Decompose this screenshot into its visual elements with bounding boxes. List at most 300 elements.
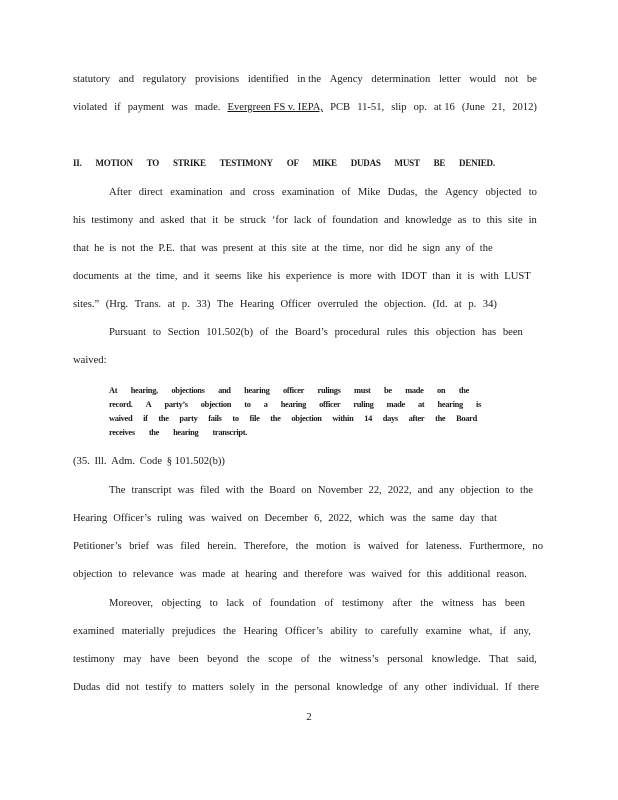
word: hearing [437,400,463,409]
word: slip [391,102,407,113]
word: than [432,271,451,282]
word: MUST [394,158,420,168]
word: the [148,428,160,437]
word: objection [460,485,500,496]
word: made. [194,102,221,113]
word: the [250,485,264,496]
word: a [263,400,268,409]
word: officer [319,400,341,409]
word: the [295,541,309,552]
word: to [152,327,162,338]
word: STRIKE [172,158,206,168]
word: hearing [173,428,199,437]
word: to [177,682,187,693]
word: waived [371,569,402,580]
word: waived [367,541,399,552]
word: waived [211,513,242,524]
word: is [475,400,481,409]
word: 101.502(b) [206,327,254,338]
word: 2022, [387,485,412,496]
word: made [202,569,226,580]
word: herein. [207,541,237,552]
word: 34) [482,299,497,310]
para5-line [109,597,525,611]
word: (Hrg. [105,299,129,310]
word: the [270,414,281,423]
word: Code [139,456,163,467]
word: that [180,243,196,254]
word: his [73,215,86,226]
word: this [413,327,430,338]
word: transcript [131,485,172,496]
word: beyond [207,654,239,665]
word: waived: [73,355,107,366]
word: Officer’s [285,626,323,637]
word: he [94,243,105,254]
word: same [431,513,454,524]
word: and [230,187,246,198]
word: for [408,569,421,580]
para3-line [73,354,537,368]
word: Board’s [294,327,328,338]
word: the [275,682,289,693]
word: not [125,682,140,693]
word: not [121,243,136,254]
word: within [332,414,354,423]
para4-line [109,484,533,498]
word: (Id. [432,299,448,310]
word: waived [109,414,133,423]
word: p. [468,299,477,310]
word: Adm. [111,456,136,467]
word: if [143,414,148,423]
word: testimony [341,598,384,609]
word: cross [252,187,275,198]
word: on [301,485,312,496]
word: experience [285,271,332,282]
word: DUDAS [350,158,381,168]
word: examine [425,626,462,637]
word: violated [73,102,108,113]
word: record. [109,400,133,409]
para1-line1 [73,73,537,87]
word: have [150,654,171,665]
word: Board [456,414,477,423]
word: solely [229,682,255,693]
word: At [109,386,118,395]
word: is [353,541,361,552]
word: party’s [164,400,188,409]
word: 2012) [512,102,537,113]
word: A [145,400,152,409]
word: (35. [73,456,90,467]
word: of [388,682,398,693]
word: be [383,386,392,395]
word: the [246,654,260,665]
word: of [341,187,351,198]
word: carefully [380,626,419,637]
regulation-citation [73,455,225,469]
word: materially [121,626,165,637]
word: at [418,400,425,409]
word: must [354,386,371,395]
word: with [377,271,396,282]
word: did [106,682,120,693]
word: Mike [357,187,381,198]
word: testify [145,682,172,693]
para4-line [73,540,543,554]
word: any [403,682,420,693]
word: If [504,682,512,693]
word: would [469,74,496,85]
word: Officer’s [113,513,152,524]
word: if [114,102,121,113]
word: that [481,513,497,524]
word: with [479,271,499,282]
word: Pursuant [109,327,147,338]
word: foundation [270,598,316,609]
word: relevance [132,569,174,580]
word: time, [156,271,178,282]
word: struck [240,215,266,226]
word: direct [138,187,163,198]
para2-line [109,186,537,200]
word: been [504,598,525,609]
word: file [249,414,260,423]
word: of [300,654,310,665]
para4-line [73,512,497,526]
word: and [218,386,231,395]
word: at [167,299,176,310]
word: was [171,102,188,113]
word: payment [127,102,165,113]
word: knowledge [405,215,452,226]
word: to [244,400,251,409]
word: prejudices [172,626,216,637]
word: that [190,215,207,226]
word: the [479,243,493,254]
word: site [507,215,523,226]
word: sites.” [73,299,100,310]
word: to [472,215,481,226]
word: examination [281,187,335,198]
word: to [364,626,374,637]
word: nor [369,243,384,254]
word: lack [293,215,312,226]
word: witness [441,598,474,609]
word: 2022, [328,513,353,524]
word: at [311,243,320,254]
word: hearing [280,400,307,409]
word: November [317,485,363,496]
word: the [458,386,469,395]
para2-line [73,214,537,228]
word: be [526,74,537,85]
word: Section [167,327,200,338]
word: II. [73,158,82,168]
word: seems [215,271,242,282]
word: motion [316,541,347,552]
word: it [203,271,210,282]
para2-line [73,298,497,312]
word: on [437,386,446,395]
word: has [482,327,497,338]
word: personal [294,682,331,693]
word: his [267,271,281,282]
word: of [317,215,327,226]
word: in the [297,74,322,85]
word: any [438,485,455,496]
word: of [259,327,269,338]
word: Therefore, [243,541,289,552]
word: for [405,541,419,552]
word: op. [413,102,427,113]
word: testimony [73,654,115,665]
case-citation: Evergreen FS v. IEPA, [227,102,324,113]
para2-line [73,242,493,256]
word: 14 [364,414,372,423]
word: brief [129,541,150,552]
word: been [502,327,523,338]
word: the [364,299,378,310]
word: asked [160,215,185,226]
word: objection [200,400,232,409]
word: and [383,215,400,226]
word: reason. [496,569,527,580]
word: receives [109,428,135,437]
word: at [231,569,239,580]
word: was [156,541,173,552]
word: Board [269,485,296,496]
word: the [223,626,236,637]
word: filed [200,485,220,496]
word: the [424,187,438,198]
word: IDOT [401,271,427,282]
word: on [247,513,259,524]
word: Officer [280,299,311,310]
word: matters [192,682,224,693]
word: Hearing [239,299,275,310]
word: witness’s [339,654,379,665]
word: OF [286,158,299,168]
word: of [465,243,475,254]
word: did [388,243,403,254]
block-quote-line [109,426,481,440]
word: 21, [491,102,506,113]
word: no [532,541,543,552]
word: identified [247,74,289,85]
word: this [426,569,442,580]
word: the [324,243,338,254]
word: procedural [334,327,380,338]
word: in [260,682,270,693]
word: the [137,271,151,282]
word: ruling [157,513,183,524]
word: Dudas [73,682,101,693]
para3-line [109,326,523,340]
word: personal [387,654,423,665]
word: BE [433,158,446,168]
word: if [499,626,507,637]
word: § 101.502(b)) [166,456,225,467]
para5-line [73,681,539,695]
word: filed [180,541,200,552]
word: objection [435,327,476,338]
word: is [109,243,117,254]
word: Dudas, [387,187,418,198]
word: Agency [329,74,363,85]
word: was [179,569,197,580]
word: 22, [368,485,382,496]
word: at [124,271,133,282]
word: more [349,271,372,282]
word: foundation [332,215,379,226]
word: fails [208,414,222,423]
word: regulatory [142,74,187,85]
word: and [183,271,199,282]
word: objected [485,187,522,198]
word: After [109,187,132,198]
word: was [390,513,407,524]
word: p. [181,299,190,310]
word: as [457,215,467,226]
word: was [348,569,366,580]
word: to [232,414,239,423]
word: of [324,598,334,609]
para5-line [73,653,537,667]
word: rules [386,327,408,338]
word: like [246,271,263,282]
word: is [467,271,475,282]
word: with [225,485,245,496]
word: Agency [445,187,479,198]
word: said, [517,654,537,665]
word: the [420,598,434,609]
word: objecting [161,598,201,609]
word: objection. [384,299,427,310]
word: the [275,327,289,338]
word: to [209,598,218,609]
word: which [358,513,385,524]
word: been [178,654,199,665]
word: The [109,485,126,496]
word: overruled [317,299,359,310]
para1-line2 [73,101,537,115]
para5-line [73,625,531,639]
word: statutory [73,74,111,85]
word: objections [171,386,205,395]
word: lack [226,598,245,609]
block-quote-line [109,398,481,412]
word: TESTIMONY [219,158,273,168]
word: what, [469,626,493,637]
word: day [459,513,475,524]
word: this [486,215,502,226]
word: scope [268,654,293,665]
word: it [212,215,219,226]
word: ruling [353,400,374,409]
block-quote-line [109,412,477,426]
word: TO [146,158,160,168]
word: hearing [245,569,277,580]
word: testimony [91,215,134,226]
word: transcript. [212,428,248,437]
word: party [179,414,198,423]
word: officer [282,386,305,395]
word: time, [342,243,365,254]
word: he [407,243,418,254]
word: that [73,243,89,254]
word: at 16 [433,102,455,113]
word: therefore [304,569,343,580]
word: knowledge [336,682,383,693]
word: and [139,215,155,226]
word: (June [461,102,485,113]
word: present [222,243,254,254]
word: not [504,74,519,85]
word: site [291,243,307,254]
word: examination [170,187,223,198]
word: was [201,243,218,254]
word: after [408,414,425,423]
word: and [118,74,135,85]
word: to [505,485,514,496]
word: additional [448,569,491,580]
word: and [283,569,299,580]
word: other [425,682,447,693]
word: The [216,299,234,310]
page-number: 2 [306,711,312,723]
word: rulings [317,386,341,395]
word: 33) [196,299,211,310]
word: the [140,243,154,254]
word: DENIED. [459,158,495,168]
word: determination [371,74,431,85]
word: lateness. [425,541,462,552]
word: to [118,569,127,580]
word: the [520,485,533,496]
word: ability [330,626,358,637]
para4-line [73,568,527,582]
word: Furthermore, [469,541,525,552]
word: Hearing [243,626,278,637]
word: MOTION [95,158,133,168]
word: be [224,215,235,226]
word: MIKE [312,158,337,168]
word: the [412,513,426,524]
word: Ill. [94,456,107,467]
word: there [517,682,539,693]
word: Trans. [134,299,162,310]
section-heading [73,158,495,168]
word: objection [73,569,113,580]
word: made [386,400,405,409]
word: hearing [244,386,270,395]
word: P.E. [158,243,175,254]
block-quote-line [109,384,469,398]
word: objection [291,414,322,423]
word: any [445,243,461,254]
word: Petitioner’s [73,541,122,552]
word: may [123,654,142,665]
word: letter [438,74,461,85]
word: has [482,598,497,609]
word: PCB [330,102,351,113]
word: the [318,654,332,665]
word: to [528,187,537,198]
word: was [177,485,195,496]
word: provisions [195,74,240,85]
